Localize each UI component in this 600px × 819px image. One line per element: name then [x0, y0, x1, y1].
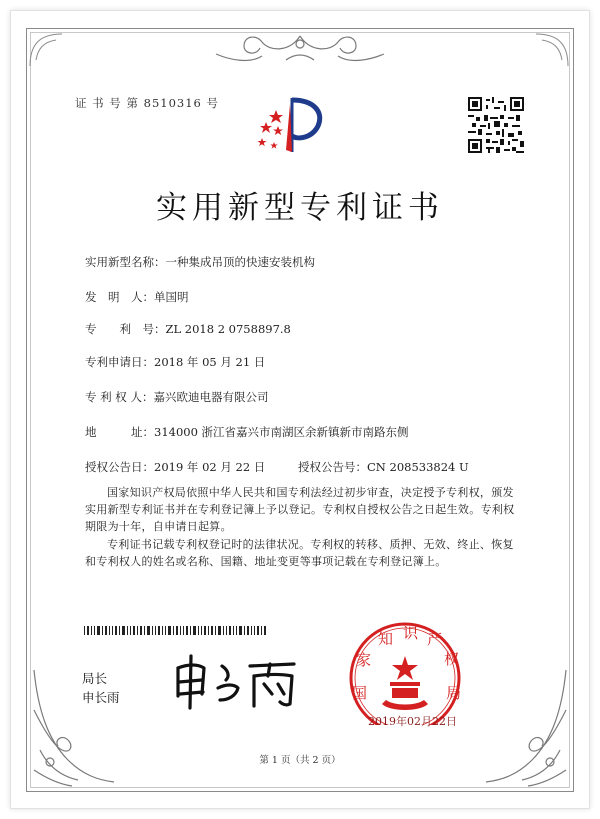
qr-code-icon — [468, 97, 524, 153]
field-label: 实用新型名称： — [85, 255, 166, 269]
barcode-icon — [84, 626, 267, 635]
signatory-title: 局长 — [82, 671, 108, 686]
grant-statement-paragraph: 国家知识产权局依照中华人民共和国专利法经过初步审查，决定授予专利权，颁发实用新型专利证书并在专利登记簿上予以登记。专利权自授权公告之日起生效。专利权期限为十年，自申请日起算。 — [85, 486, 515, 533]
field-value: 一种集成吊顶的快速安装机构 — [165, 255, 315, 269]
top-ornament-icon — [210, 30, 390, 70]
svg-text:权: 权 — [444, 650, 460, 668]
cnipa-seal-icon — [330, 620, 480, 725]
field-label: 授权公告日： — [85, 460, 154, 474]
svg-text:局: 局 — [446, 684, 462, 702]
svg-text:国: 国 — [352, 684, 368, 702]
field-label: 专利申请日： — [85, 355, 154, 369]
field-value: 单国明 — [154, 290, 189, 304]
field-label: 发 明 人： — [85, 290, 154, 304]
field-value: 314000 浙江省嘉兴市南湖区余新镇新市南路东侧 — [154, 425, 409, 439]
svg-text:产: 产 — [427, 630, 443, 648]
svg-text:知: 知 — [378, 630, 394, 648]
field-patentee — [85, 389, 268, 405]
field-label: 专 利 号： — [85, 322, 166, 336]
field-value: ZL 2018 2 0758897.8 — [165, 322, 291, 336]
field-label: 地 址： — [85, 425, 154, 439]
bottom-right-ornament-icon — [482, 650, 572, 790]
certificate-title: 实用新型专利证书 — [156, 190, 444, 226]
signatory-name: 申长雨 — [82, 690, 120, 705]
svg-text:家: 家 — [356, 651, 372, 669]
field-grant-no — [298, 459, 469, 475]
field-label: 授权公告号： — [298, 460, 367, 474]
field-grant-date — [85, 459, 265, 475]
page-indicator: 第 1 页（共 2 页） — [259, 755, 341, 766]
legal-status-paragraph: 专利证书记载专利权登记时的法律状况。专利权的转移、质押、无效、终止、恢复和专利权人的姓名或名称、国籍、地址变更等事项记载在专利登记簿上。 — [85, 538, 514, 568]
handwritten-signature-icon — [170, 652, 310, 710]
field-value: 2018 年 05 月 21 日 — [154, 355, 266, 369]
field-value: 2019 年 02 月 22 日 — [154, 460, 266, 474]
field-filing-date — [85, 354, 265, 370]
field-value: CN 208533824 U — [367, 460, 469, 474]
field-address — [85, 424, 409, 440]
svg-text:识: 识 — [403, 624, 419, 642]
seal-date: 2019年02月22日 — [368, 715, 457, 728]
field-label: 专 利 权 人： — [85, 390, 154, 404]
certificate-number: 证 书 号 第 8510316 号 — [75, 96, 219, 110]
field-inventor — [85, 289, 189, 305]
cnipa-logo-icon — [252, 90, 332, 160]
field-patent-no — [85, 321, 291, 337]
field-value: 嘉兴欧迪电器有限公司 — [153, 390, 269, 404]
corner-ornament-icon — [26, 30, 66, 70]
field-utility-model-name — [85, 254, 315, 270]
corner-ornament-icon — [532, 30, 572, 70]
